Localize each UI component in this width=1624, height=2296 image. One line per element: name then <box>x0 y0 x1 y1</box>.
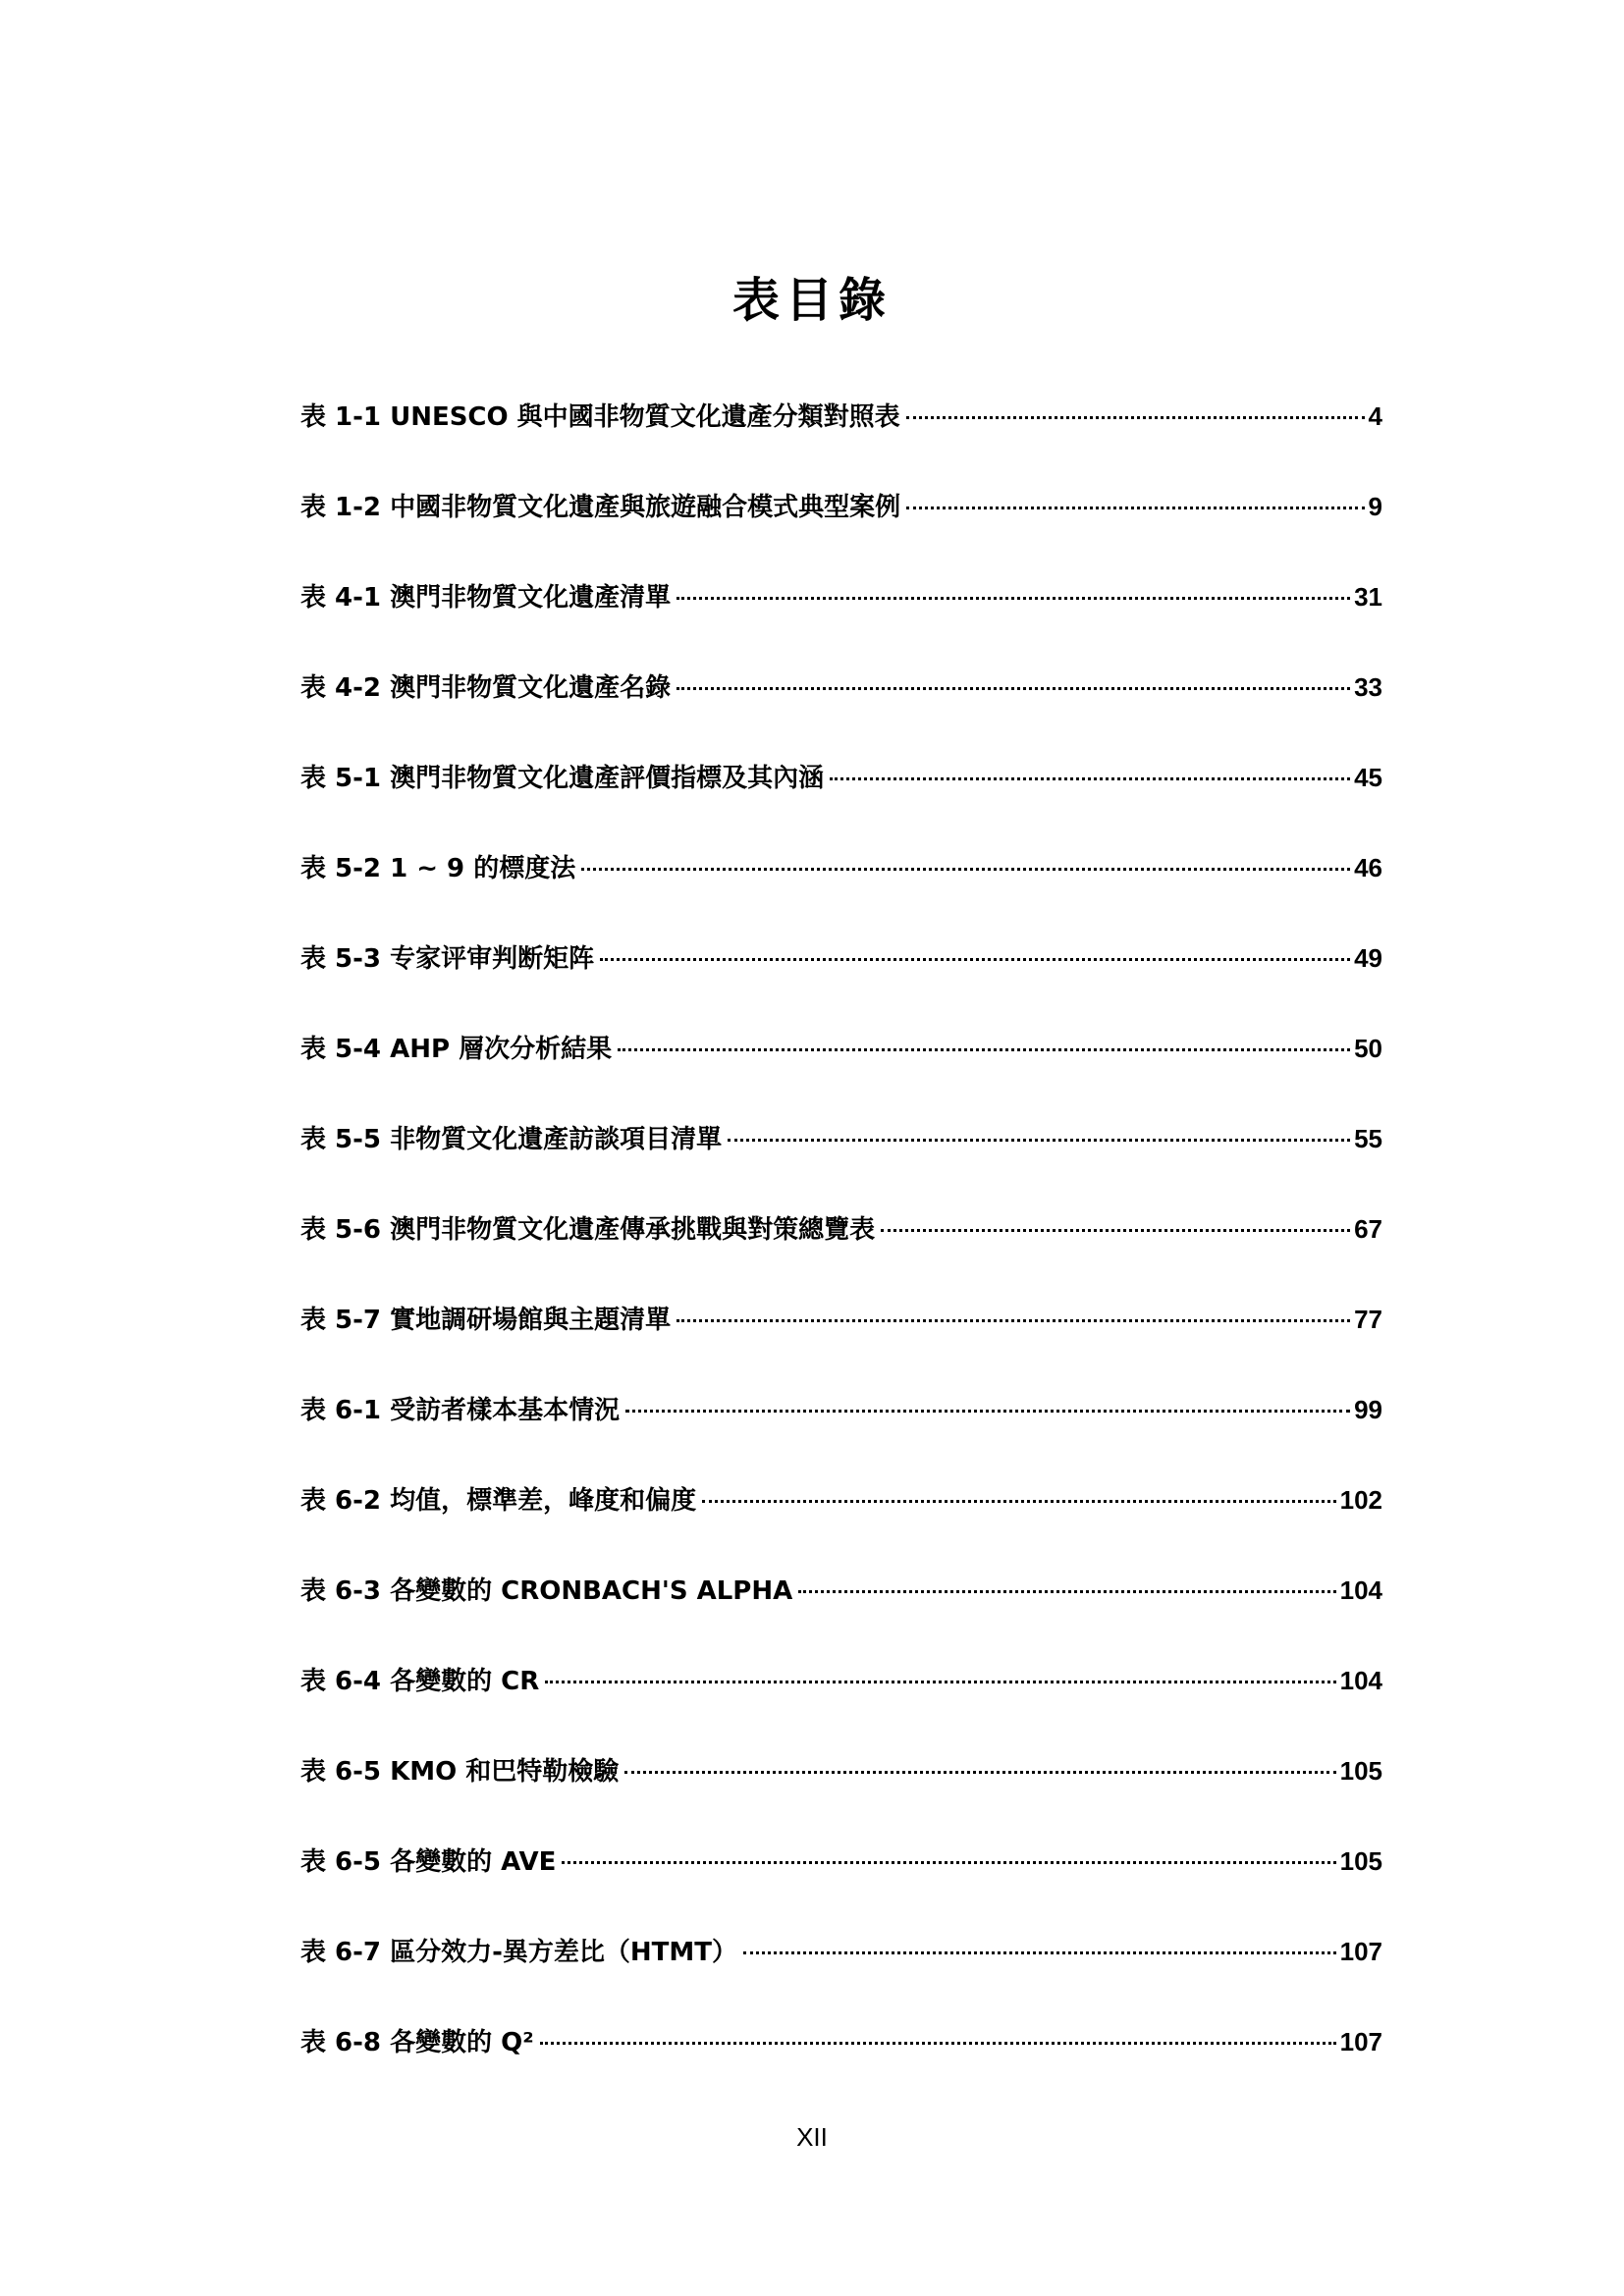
toc-entry-page: 77 <box>1354 1305 1382 1334</box>
toc-entry-label: 表 6-4 各變數的 CR <box>300 1667 540 1696</box>
toc-entry-label: 表 5-5 非物質文化遺產訪談項目清單 <box>300 1125 723 1154</box>
table-of-tables-list <box>300 389 1382 2105</box>
toc-entry[interactable] <box>300 389 1382 479</box>
toc-entry[interactable] <box>300 569 1382 660</box>
dot-leader <box>600 958 1350 961</box>
toc-entry-label: 表 4-2 澳門非物質文化遺產名錄 <box>300 673 672 703</box>
toc-entry-label: 表 6-1 受訪者樣本基本情況 <box>300 1396 621 1425</box>
toc-entry-page: 104 <box>1339 1575 1382 1605</box>
toc-entry-page: 55 <box>1354 1124 1382 1153</box>
toc-entry-page: 107 <box>1339 2027 1382 2056</box>
toc-entry[interactable] <box>300 1201 1382 1292</box>
dot-leader <box>625 1410 1350 1413</box>
toc-entry-page: 99 <box>1354 1395 1382 1424</box>
toc-entry[interactable] <box>300 1382 1382 1472</box>
toc-entry-label: 表 1-1 UNESCO 與中國非物質文化遺產分類對照表 <box>300 402 900 432</box>
toc-entry[interactable] <box>300 840 1382 931</box>
toc-entry[interactable] <box>300 660 1382 750</box>
toc-entry-page: 31 <box>1354 582 1382 612</box>
toc-entry-label: 表 6-8 各變數的 Q² <box>300 2028 534 2057</box>
toc-entry-page: 49 <box>1354 943 1382 973</box>
toc-entry[interactable] <box>300 1021 1382 1111</box>
toc-entry[interactable] <box>300 1924 1382 2014</box>
toc-entry-page: 107 <box>1339 1937 1382 1966</box>
dot-leader <box>728 1139 1350 1142</box>
toc-entry-page: 33 <box>1354 672 1382 702</box>
toc-entry-label: 表 5-2 1 ~ 9 的標度法 <box>300 854 576 883</box>
toc-entry-label: 表 6-2 均值，標準差，峰度和偏度 <box>300 1486 697 1516</box>
dot-leader <box>618 1048 1350 1051</box>
dot-leader <box>540 2042 1336 2045</box>
page-title: 表目錄 <box>731 273 892 329</box>
toc-entry-page: 50 <box>1354 1034 1382 1063</box>
dot-leader <box>581 868 1350 871</box>
toc-entry-label: 表 6-5 KMO 和巴特勒檢驗 <box>300 1757 620 1787</box>
toc-entry-label: 表 6-3 各變數的 CRONBACH'S ALPHA <box>300 1576 793 1606</box>
toc-entry-page: 45 <box>1354 763 1382 792</box>
toc-entry[interactable] <box>300 1111 1382 1201</box>
toc-entry-page: 102 <box>1339 1485 1382 1515</box>
dot-leader <box>743 1951 1336 1954</box>
toc-entry-page: 9 <box>1368 492 1382 521</box>
toc-entry-label: 表 5-3 专家评审判断矩阵 <box>300 944 595 974</box>
toc-entry-label: 表 6-5 各變數的 AVE <box>300 1847 557 1877</box>
toc-entry-label: 表 5-4 AHP 層次分析結果 <box>300 1035 613 1064</box>
dot-leader <box>906 507 1364 509</box>
toc-entry-page: 104 <box>1339 1666 1382 1695</box>
toc-entry[interactable] <box>300 931 1382 1021</box>
page-number: XII <box>796 2122 828 2152</box>
dot-leader <box>624 1771 1335 1774</box>
toc-entry-page: 105 <box>1339 1846 1382 1876</box>
toc-entry-label: 表 5-7 實地調研場館與主題清單 <box>300 1306 672 1335</box>
toc-entry[interactable] <box>300 1472 1382 1563</box>
dot-leader <box>677 597 1350 600</box>
toc-entry-page: 105 <box>1339 1756 1382 1786</box>
toc-entry-label: 表 5-1 澳門非物質文化遺產評價指標及其內涵 <box>300 764 825 793</box>
toc-entry-label: 表 1-2 中國非物質文化遺產與旅遊融合模式典型案例 <box>300 493 901 522</box>
dot-leader <box>677 687 1350 690</box>
toc-entry-label: 表 4-1 澳門非物質文化遺產清單 <box>300 583 672 613</box>
toc-entry-label: 表 5-6 澳門非物質文化遺產傳承挑戰與對策總覽表 <box>300 1215 876 1245</box>
toc-entry[interactable] <box>300 750 1382 840</box>
toc-entry-page: 46 <box>1354 853 1382 882</box>
toc-entry-label: 表 6-7 區分效力-異方差比（HTMT） <box>300 1938 737 1967</box>
dot-leader <box>562 1861 1335 1864</box>
toc-entry[interactable] <box>300 2014 1382 2105</box>
toc-entry[interactable] <box>300 479 1382 569</box>
dot-leader <box>545 1681 1335 1683</box>
toc-entry[interactable] <box>300 1834 1382 1924</box>
dot-leader <box>830 777 1350 780</box>
toc-entry[interactable] <box>300 1563 1382 1653</box>
dot-leader <box>906 416 1365 419</box>
toc-entry[interactable] <box>300 1743 1382 1834</box>
toc-entry-page: 4 <box>1368 401 1382 431</box>
dot-leader <box>798 1590 1335 1593</box>
dot-leader <box>677 1319 1350 1322</box>
toc-entry[interactable] <box>300 1653 1382 1743</box>
toc-entry-page: 67 <box>1354 1214 1382 1244</box>
dot-leader <box>881 1229 1350 1232</box>
dot-leader <box>702 1500 1336 1503</box>
toc-entry[interactable] <box>300 1292 1382 1382</box>
